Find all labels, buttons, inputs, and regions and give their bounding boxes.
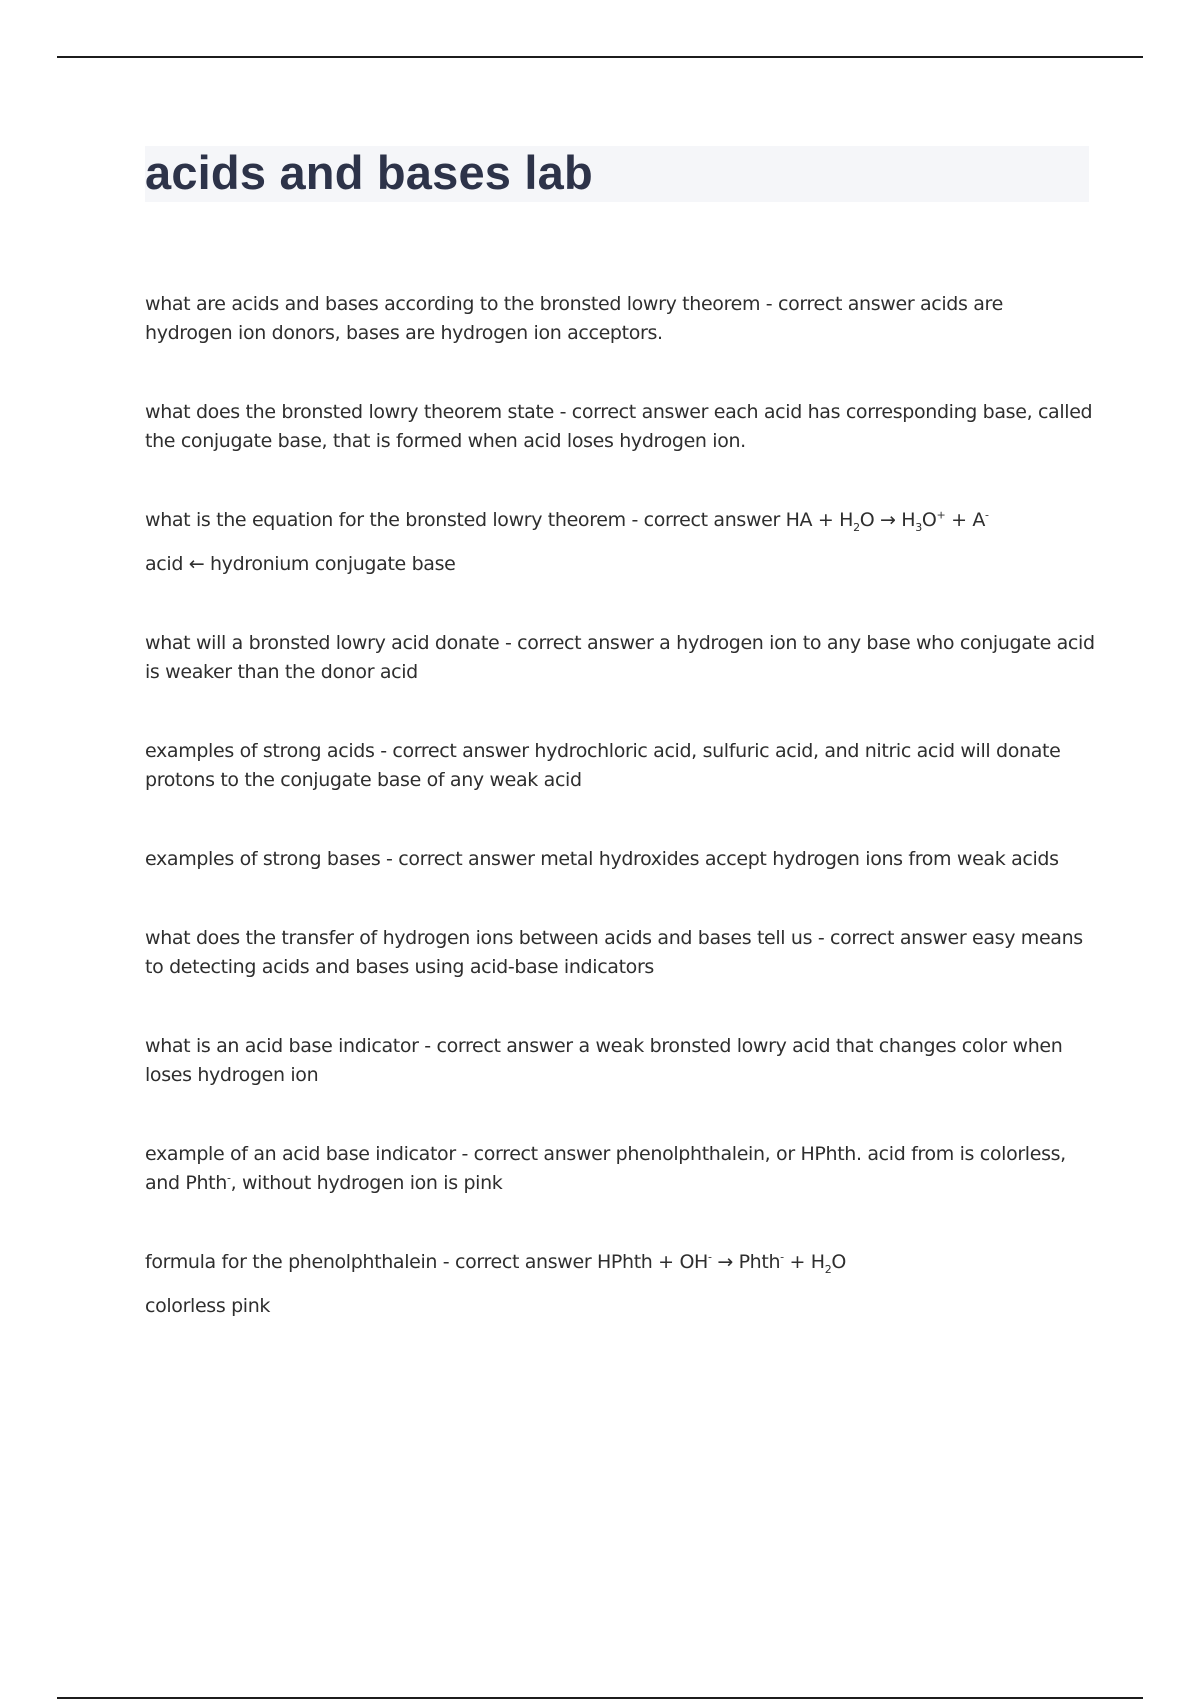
document-title: acids and bases lab [145, 146, 593, 199]
qa-entry-4: what will a bronsted lowry acid donate - correct answer a hydrogen ion to any base who conjugate acid is weaker than the donor acid [145, 632, 1095, 683]
superscript-minus: - [226, 1171, 231, 1185]
document-body [145, 290, 1095, 1371]
qa-entry-10-end: O [831, 1251, 846, 1273]
subscript-3: 3 [915, 520, 922, 534]
qa-entry-3-line2: acid ← hydronium conjugate base [145, 553, 456, 575]
qa-entry-9-suffix: , without hydrogen ion is pink [230, 1172, 503, 1194]
subscript-2: 2 [853, 520, 860, 534]
qa-entry-2: what does the bronsted lowry theorem state - correct answer each acid has corresponding base, called the conjugate base, that is formed when acid loses hydrogen ion. [145, 401, 1093, 452]
qa-entry-1: what are acids and bases according to the bronsted lowry theorem - correct answer acids are hydrogen ion donors, bases are hydrogen ion acceptors. [145, 293, 1003, 344]
qa-entry-6: examples of strong bases - correct answer metal hydroxides accept hydrogen ions from weak acids [145, 848, 1059, 870]
qa-entry-10-mid2: + H [783, 1251, 825, 1273]
qa-entry-9 [145, 1140, 1095, 1198]
qa-entry-3-prefix: what is the equation for the bronsted lowry theorem - correct answer HA + H [145, 509, 854, 531]
header-rule [57, 56, 1143, 58]
superscript-plus: + [936, 508, 946, 522]
qa-entry-3-mid: O → H [859, 509, 916, 531]
qa-entry-3 [145, 506, 1095, 579]
superscript-minus: - [780, 1250, 784, 1264]
qa-entry-7: what does the transfer of hydrogen ions between acids and bases tell us - correct answer easy means to detecting acids and bases using acid-base indicators [145, 927, 1083, 978]
qa-entry-10-prefix: formula for the phenolphthalein - correct answer HPhth + OH [145, 1251, 708, 1273]
subscript-2: 2 [824, 1262, 832, 1276]
superscript-minus: - [708, 1250, 712, 1264]
qa-entry-3-mid2: O [921, 509, 937, 531]
qa-entry-8: what is an acid base indicator - correct answer a weak bronsted lowry acid that changes color when loses hydrogen ion [145, 1035, 1063, 1086]
qa-entry-5: examples of strong acids - correct answer hydrochloric acid, sulfuric acid, and nitric acid will donate protons to the conjugate base of any weak acid [145, 740, 1061, 791]
superscript-minus: - [985, 508, 989, 522]
qa-entry-10-mid: → Phth [711, 1251, 781, 1273]
qa-entry-10-line2: colorless pink [145, 1295, 271, 1317]
qa-entry-3-mid3: + A [945, 509, 985, 531]
qa-entry-9-prefix: example of an acid base indicator - correct answer phenolphthalein, or HPhth. acid from is colorless, and Phth [145, 1143, 1066, 1194]
qa-entry-10 [145, 1248, 1095, 1321]
footer-rule [57, 1697, 1143, 1699]
